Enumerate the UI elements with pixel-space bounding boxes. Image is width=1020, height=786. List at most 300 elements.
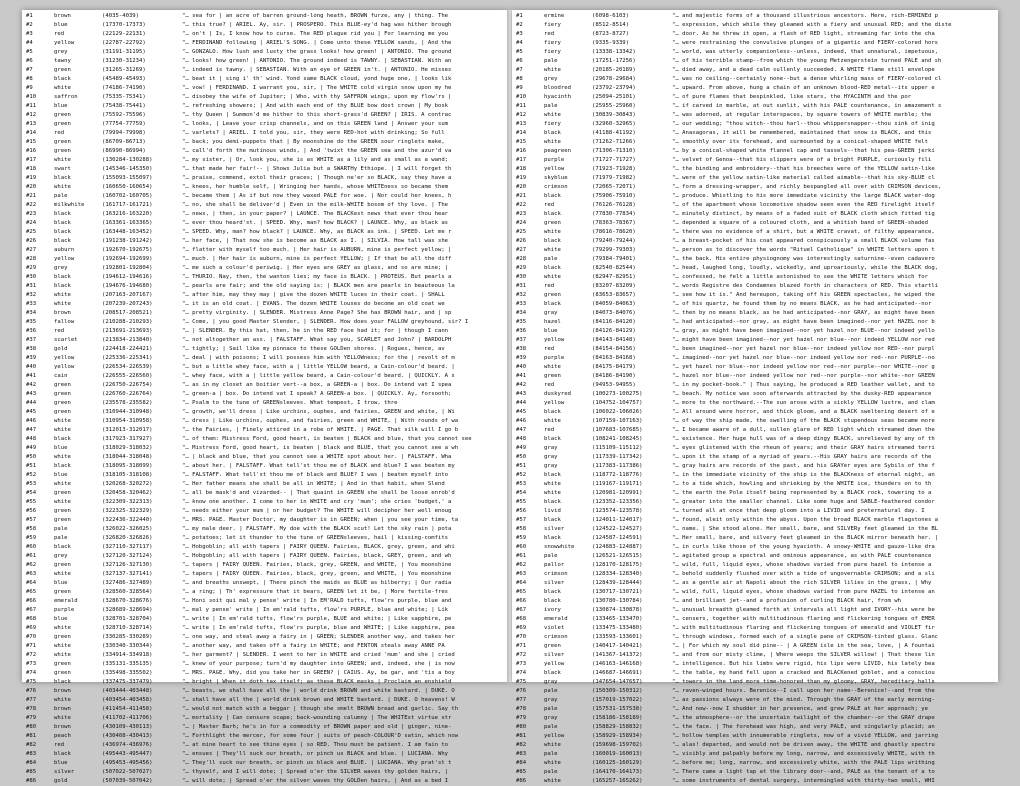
concordance-line [516, 192, 996, 201]
context-text: "… my male deer. | FALSTAFF. My doe with the BLACK scut! Let the sky rain | pota [182, 526, 452, 532]
color-word: white [544, 229, 561, 235]
line-number: #80 [516, 724, 527, 730]
concordance-line [516, 543, 996, 552]
line-number: #46 [516, 418, 527, 424]
char-range: (124011-124017) [592, 517, 643, 523]
line-number: #65 [516, 589, 527, 595]
char-range: (128334-128340) [592, 571, 643, 577]
color-word: black [54, 229, 71, 235]
line-number: #23 [516, 211, 527, 217]
line-number: #13 [516, 121, 527, 127]
context-text: "… praise, commend, extol their graces; | Though ne'er so BLACK, say they have a [182, 175, 452, 181]
context-text: "… minutely distinct, by means of a faded suit of BLACK cloth which fitted tig [672, 211, 935, 217]
context-text: "… imagined--nor yet hazel nor blue--nor indeed yellow nor red--nor PURPLE--no [672, 355, 935, 361]
char-range: (128439-128444) [592, 580, 643, 586]
color-word: green [544, 292, 561, 298]
line-number: #63 [516, 571, 527, 577]
line-number: #59 [26, 535, 37, 541]
char-range: (123352-123356) [592, 499, 643, 505]
color-word: green [54, 382, 71, 388]
line-number: #74 [26, 670, 37, 676]
color-word: livid [544, 508, 561, 514]
context-text: "… potatoes; let it thunder to the tune of GREENsleeves, hail | kissing-comfits [182, 535, 449, 541]
context-text: "… about her. | FALSTAFF. What tell'st thou me of BLACK and blue? I was beaten my [182, 463, 455, 469]
concordance-line [516, 354, 996, 363]
line-number: #32 [516, 292, 527, 298]
concordance-line [516, 606, 996, 615]
context-text: "… more to the northward.--The sun arose with a sickly YELLOW lustre, and clam [672, 400, 935, 406]
line-number: #68 [516, 616, 527, 622]
context-text: "… thy Queen | Summon'd me hither to this short-grass'd GREEN? | IRIS. A contrac [182, 112, 452, 118]
color-word: white [544, 481, 561, 487]
concordance-line [516, 660, 996, 669]
color-word: red [544, 382, 555, 388]
color-word: black [54, 76, 71, 82]
concordance-line [516, 120, 996, 129]
char-range: (8512-8514) [592, 22, 630, 28]
line-number: #48 [26, 436, 37, 442]
line-number: #14 [516, 130, 527, 136]
context-text: "… depended a square of a coloured cloth, and a whitish band of GREEN-shaded [672, 220, 928, 226]
concordance-line [26, 723, 507, 732]
char-range: (75906-75910) [592, 193, 636, 199]
context-text: "… refreshing showers; | And with each end of thy BLUE bow dost crown | My bosk [182, 103, 449, 109]
char-range: (6098-6103) [592, 13, 630, 19]
context-text: "… of his terrible stamp--from which the young Metzengerstein turned PALE and sh [672, 58, 942, 64]
color-word: white [54, 184, 71, 190]
line-number: #5 [26, 49, 33, 55]
concordance-line [516, 255, 996, 264]
char-range: (326820-326826) [102, 535, 153, 541]
concordance-line [26, 156, 507, 165]
context-text: "… eyes glistened with the rheum of years; and their GRAY hairs streamed terri [672, 445, 935, 451]
char-range: (226555-226560) [102, 373, 153, 379]
line-number: #27 [516, 247, 527, 253]
char-range: (128170-128175) [592, 562, 643, 568]
context-text: "… raven-winged hours. Berenice--I call upon her name--Berenice!--and from the [672, 688, 935, 694]
context-text: "… wild, full, liquid eyes, whose shadows varied from pure HAZEL to intense an [672, 589, 935, 595]
concordance-line [516, 381, 996, 390]
line-number: #64 [26, 580, 37, 586]
concordance-line [26, 57, 507, 66]
context-text: "… another way, and takes off a fairy in WHITE; and FENTON steals away ANNE PA [182, 643, 445, 649]
color-word: crimson [544, 571, 568, 577]
char-range: (411702-411706) [102, 715, 153, 721]
color-word: white [544, 364, 561, 370]
char-range: (118772-118776) [592, 472, 643, 478]
color-word: green [54, 508, 71, 514]
concordance-line [26, 39, 507, 48]
line-number: #6 [516, 58, 523, 64]
line-number: #30 [26, 274, 37, 280]
concordance-line [516, 741, 996, 750]
line-number: #33 [26, 301, 37, 307]
color-word: ermine [544, 13, 565, 19]
line-number: #54 [26, 490, 37, 496]
char-range: (119167-119171) [592, 481, 643, 487]
color-word: pale [544, 751, 558, 757]
color-word: red [54, 31, 65, 37]
char-range: (25094-25101) [592, 94, 636, 100]
color-word: auburn [54, 247, 75, 253]
color-word: black [544, 193, 561, 199]
char-range: (94953-94955) [592, 382, 636, 388]
char-range: (160019-160013) [592, 751, 643, 757]
line-number: #60 [26, 544, 37, 550]
line-number: #9 [26, 85, 33, 91]
color-word: black [54, 463, 71, 469]
char-range: (327137-327141) [102, 571, 153, 577]
color-word: white [544, 490, 561, 496]
concordance-line [516, 453, 996, 462]
context-text: "… back; you demi-puppets that | By moonshine do the GREEN sour ringlets make, [182, 139, 445, 145]
concordance-line [516, 687, 996, 696]
concordance-line [26, 129, 507, 138]
char-range: (79240-79244) [592, 238, 636, 244]
line-number: #28 [516, 256, 527, 262]
line-number: #50 [516, 454, 527, 460]
char-range: (79384-79401) [592, 256, 636, 262]
concordance-line [26, 21, 507, 30]
context-text: "… the binding and embroidery--that his breeches were of the YELLOW satin-like [672, 166, 935, 172]
char-range: (235578-235582) [102, 400, 153, 406]
concordance-line [516, 408, 996, 417]
line-number: #59 [516, 535, 527, 541]
concordance-line [26, 219, 507, 228]
color-word: pale [54, 526, 68, 532]
color-word: black [54, 220, 71, 226]
char-range: (120981-120991) [592, 490, 643, 496]
color-word: white [544, 274, 561, 280]
context-text: "… needs either your mum | or her budget? The WHITE will decipher her well enoug [182, 508, 452, 514]
line-number: #26 [26, 238, 37, 244]
concordance-line [26, 669, 507, 678]
line-number: #7 [516, 67, 523, 73]
char-range: (75592-75596) [102, 112, 146, 118]
line-number: #69 [26, 625, 37, 631]
concordance-line [516, 723, 996, 732]
char-range: (436974-436976) [102, 742, 153, 748]
char-range: (133475-133480) [592, 625, 643, 631]
color-word: cain [54, 373, 68, 379]
concordance-line [26, 120, 507, 129]
context-text: "… in the immediate vicinity of the ship is the BLACKness of eternal night, an [672, 472, 935, 478]
concordance-line [516, 561, 996, 570]
char-range: (133593-133601) [592, 634, 643, 640]
line-number: #45 [516, 409, 527, 415]
context-text: "… name. | She stood alone. Her small, bare, and SILVERy feet gleamed in the BL [672, 526, 939, 532]
color-word: fiery [544, 22, 561, 28]
color-word: blue [54, 445, 68, 451]
char-range: (84073-84076) [592, 310, 636, 316]
color-word: silver [544, 526, 565, 532]
concordance-line [516, 12, 996, 21]
context-text: "… bright | When it doth tax itself; as these BLACK masks | Proclaim an enshield [182, 679, 452, 685]
char-range: (130717-130721) [592, 589, 643, 595]
line-number: #21 [26, 193, 37, 199]
color-word: white [54, 499, 71, 505]
line-number: #75 [26, 679, 37, 685]
char-range: (74186-74190) [102, 85, 146, 91]
context-text: "… much. | Her hair is auburn, mine is perfect YELLOW; | If that be all the diff [182, 256, 452, 262]
concordance-line [26, 687, 507, 696]
char-range: (507022-507027) [102, 769, 153, 775]
left-page-lines [26, 12, 507, 786]
color-word: gray [544, 463, 558, 469]
char-range: (124522-124527) [592, 526, 643, 532]
line-number: #8 [516, 76, 523, 82]
color-word: pale [544, 688, 558, 694]
color-word: blue [54, 22, 68, 28]
line-number: #11 [26, 103, 37, 109]
char-range: (327110-327117) [102, 544, 153, 550]
char-range: (163216-163220) [102, 211, 153, 217]
context-text: "… there was no evidence of a shirt, but a WHITE cravat, of filthy appearance, [672, 229, 935, 235]
char-range: (84059-84063) [592, 301, 636, 307]
color-word: white [544, 778, 561, 784]
char-range: (157019-157022) [592, 697, 643, 703]
concordance-line [26, 777, 507, 786]
char-range: (17251-17256) [592, 58, 636, 64]
color-word: green [54, 562, 71, 568]
color-word: red [544, 346, 555, 352]
line-number: #2 [26, 22, 33, 28]
line-number: #61 [26, 553, 37, 559]
concordance-line [516, 48, 996, 57]
context-text: "… of pure flames that bespinkled, like stars, the HYACINTH and the por [672, 94, 912, 100]
char-range: (207163-207167) [102, 292, 153, 298]
context-text: "… gray hairs are records of the past, and his GRAYer eyes are Sybils of the f [672, 463, 935, 469]
context-text: "… will dote; | Spread o'er the silver waves thy GOLDen hairs, | And as a bed I [182, 778, 449, 784]
context-text: "… dress | Like urchins, ouphes, and fairies, green and WHITE, | With rounds of wa [182, 418, 459, 424]
color-word: skyblue [544, 175, 568, 181]
concordance-line [516, 237, 996, 246]
context-text: "… tapers | FAIRY QUEEN. Fairies, black, grey, GREEN, and WHITE, | You moonshine [182, 562, 452, 568]
color-word: white [54, 427, 71, 433]
context-text: "… no, she shall be deliver'd | Even in the milk-WHITE bosom of thy love. | The [182, 202, 449, 208]
char-range: (78616-78620) [592, 229, 636, 235]
line-number: #58 [516, 526, 527, 532]
context-text: "… beat it | sing i' th' wind. Yond same BLACK cloud, yond huge one, | looks lik [182, 76, 452, 82]
color-word: violet [544, 625, 565, 631]
context-text: "… beasts, we shall have all the | world drink BROWN and white bastard. | DUKE. O [182, 688, 455, 694]
concordance-line [516, 516, 996, 525]
context-text: "… | black and blue, that you cannot see a WHITE spot about her. | FALSTAFF. Wha [182, 454, 452, 460]
line-number: #66 [26, 598, 37, 604]
concordance-line [26, 759, 507, 768]
char-range: (317923-317927) [102, 436, 153, 442]
color-word: tawny [54, 58, 71, 64]
concordance-line [516, 84, 996, 93]
char-range: (71923-71928) [592, 166, 636, 172]
line-number: #72 [26, 652, 37, 658]
context-text: "… might have been imagined--nor yet hazel nor blue--nor indeed YELLOW nor red [672, 337, 935, 343]
char-range: (31265-31269) [102, 67, 146, 73]
context-text: "… was no ceiling--certainly none--but a dense whirling mass of FIERY-colored cl [672, 76, 942, 82]
line-number: #7 [26, 67, 33, 73]
context-text: "… a breast-pocket of his coat appeared conspicuously a small BLACK volume fas [672, 238, 935, 244]
context-text: "… me such a colour'd periwig. | Her eyes are GREY as glass, and so are mine; | [182, 265, 449, 271]
concordance-line [516, 588, 996, 597]
context-text: "… that made her fair!-- | Shows Julia but a SWARTHy Ethiope. | I will forget th [182, 166, 452, 172]
context-text: "… this true? | ARIEL. Ay, sir. | PROSPERO. This BLUE-ey'd hag was hither brough [182, 22, 452, 28]
color-word: crimson [544, 634, 568, 640]
context-text: "… Her small, bare, and silvery feet gleamed in the BLACK mirror beneath her. | [672, 535, 939, 541]
line-number: #3 [26, 31, 33, 37]
concordance-line [26, 597, 507, 606]
color-word: white [54, 481, 71, 487]
color-word: white [54, 85, 71, 91]
char-range: (330285-330289) [102, 634, 153, 640]
context-text: "… write | In em'rald tufts, flow'rs purple, blue and WHITE; | Like sapphire, pea [182, 625, 455, 631]
color-word: pale [544, 256, 558, 262]
line-number: #40 [26, 364, 37, 370]
color-word: silver [544, 652, 565, 658]
line-number: #45 [26, 409, 37, 415]
char-range: (31191-31195) [102, 49, 146, 55]
context-text: "… in curls like those of the young hyacinth. A snowy-WHITE and gauze-like dra [672, 544, 935, 550]
char-range: (164170-164173) [592, 769, 643, 775]
context-text: "… expression, which while they gleamed with a fiery and unusual RED; and the diste [672, 22, 952, 28]
context-text: "… censers, together with multitudinous flaring and flickering tongues of EMER [672, 616, 935, 622]
line-number: #44 [26, 400, 37, 406]
context-text: "… the table, my hand fell upon a cracked and BLACKened goblet, and a consciou [672, 670, 935, 676]
context-text: "… but a little whey face, with a | little YELLOW beard, a Cain-colour'd beard. | [182, 364, 455, 370]
context-text: "… flatter with myself too much. | Her hair is AUBURN, mine is perfect yellow; | [182, 247, 452, 253]
char-range: (318044-318048) [102, 454, 153, 460]
context-text: "… as in my closet an boitier vert--a box, a GREEN-a | box. Do intend vat I spea [182, 382, 452, 388]
color-word: red [544, 427, 555, 433]
concordance-line [26, 327, 507, 336]
concordance-line [26, 111, 507, 120]
context-text: "… call'd forth the mutinous winds, | And 'twixt the GREEN sea and the azur'd va [182, 148, 452, 154]
concordance-line [516, 57, 996, 66]
concordance-line [516, 498, 996, 507]
context-text: "… by a conical-shaped white flannel cap and tassels--that his pea-GREEN jerki [672, 148, 935, 154]
line-number: #31 [26, 283, 37, 289]
concordance-line [26, 462, 507, 471]
concordance-line [26, 570, 507, 579]
line-number: #11 [516, 103, 527, 109]
line-number: #34 [26, 310, 37, 316]
char-range: (82540-82544) [592, 265, 636, 271]
concordance-line [26, 138, 507, 147]
context-text: "… knees, her humble self, | Wringing her hands, whose WHITEness so became them [182, 184, 449, 190]
line-number: #26 [516, 238, 527, 244]
color-word: grey [544, 76, 558, 82]
line-number: #77 [26, 697, 37, 703]
color-word: green [54, 589, 71, 595]
context-text: "… not altogether an ass. | FALSTAFF. What say you, SCARLET and John? | BARDOLPH [182, 337, 452, 343]
color-word: blue [54, 472, 68, 478]
color-word: pale [544, 724, 558, 730]
concordance-line [26, 363, 507, 372]
line-number: #47 [516, 427, 527, 433]
char-range: (157531-157538) [592, 706, 643, 712]
line-number: #54 [516, 490, 527, 496]
context-text: "… alas! departed, and would not be driven away, the WHITE and ghastly spectru [672, 742, 935, 748]
concordance-line [26, 93, 507, 102]
char-range: (159698-159702) [592, 742, 643, 748]
concordance-line [516, 777, 996, 786]
concordance-line [516, 615, 996, 624]
line-number: #78 [26, 706, 37, 712]
color-word: black [544, 211, 561, 217]
line-number: #79 [516, 715, 527, 721]
concordance-line [26, 678, 507, 687]
line-number: #73 [26, 661, 37, 667]
context-text: "… knew of your purpose; turn'd my daughter into GREEN; and, indeed, she | is now [182, 661, 455, 667]
color-word: blue [54, 616, 68, 622]
concordance-line [516, 534, 996, 543]
context-text: "… agitated group a spectral and ominous appearance, as with PALE countenance [672, 553, 932, 559]
color-word: green [54, 148, 71, 154]
char-range: (320268-320272) [102, 481, 153, 487]
line-number: #36 [26, 328, 37, 334]
char-range: (130874-130878) [592, 607, 643, 613]
char-range: (82947-82951) [592, 274, 636, 280]
concordance-line [516, 624, 996, 633]
context-text: "… know one another. I come to her in WHITE and cry 'mum'; she cries 'budget,' a [182, 499, 452, 505]
concordance-line [516, 759, 996, 768]
char-range: (158829-158832) [592, 724, 643, 730]
context-text: "… hazel nor blue--nor indeed yellow nor red--nor purple--nor white--nor GREEN [672, 373, 935, 379]
color-word: black [544, 238, 561, 244]
line-number: #31 [516, 283, 527, 289]
context-text: "… at mine heart to see thine eyes | so RED. Thou must be patient. I am fain to [182, 742, 449, 748]
line-number: #2 [516, 22, 523, 28]
context-text: "… if carved in marble, at out sunlit, with his PALE countenance, in amazement s [672, 103, 942, 109]
line-number: #40 [516, 364, 527, 370]
char-range: (108241-108245) [592, 436, 643, 442]
concordance-line [516, 30, 996, 39]
line-number: #14 [26, 130, 37, 136]
char-range: (495443-495447) [102, 751, 153, 757]
char-range: (100273-100275) [592, 391, 643, 397]
color-word: black [54, 175, 71, 181]
line-number: #24 [26, 220, 37, 226]
line-number: #85 [26, 769, 37, 775]
concordance-line [516, 318, 996, 327]
concordance-line [26, 660, 507, 669]
color-word: pale [544, 769, 558, 775]
color-word: black [544, 472, 561, 478]
context-text: "… | For which my soul did pine-- | A GREEN isle in the sea, love, | A fountai [672, 643, 935, 649]
line-number: #17 [26, 157, 37, 163]
line-number: #3 [516, 31, 523, 37]
concordance-line [516, 633, 996, 642]
context-text: "… and majestic forms of a thousand illustrious ancestors. Here, rich-ERMINEd p [672, 13, 939, 19]
line-number: #39 [516, 355, 527, 361]
color-word: green [54, 670, 71, 676]
context-text: "… head, laughed long, loudly, wickedly, and uproariously, while the BLACK dog, [672, 265, 939, 271]
concordance-line [26, 102, 507, 111]
line-number: #39 [26, 355, 37, 361]
context-text: "… of way the ship made, the swelling of the BLACK stupendous seas became more [672, 418, 935, 424]
line-number: #70 [516, 634, 527, 640]
context-text: "… vow! | FERDINAND. I warrant you, sir, | The WHITE cold virgin snow upon my he [182, 85, 452, 91]
line-number: #69 [516, 625, 527, 631]
concordance-line [516, 264, 996, 273]
context-text: "… world, was utterly companionless--unless, indeed, that unnatural, impetuous, [672, 49, 939, 55]
line-number: #13 [26, 121, 37, 127]
color-word: fiery [544, 49, 561, 55]
char-range: (224418-224421) [102, 346, 153, 352]
line-number: #79 [26, 715, 37, 721]
concordance-line [26, 408, 507, 417]
context-text: "… FERDINAND following | ARIEL'S SONG. | Come unto these YELLOW sands, | And the [182, 40, 452, 46]
char-range: (335131-335135) [102, 661, 153, 667]
